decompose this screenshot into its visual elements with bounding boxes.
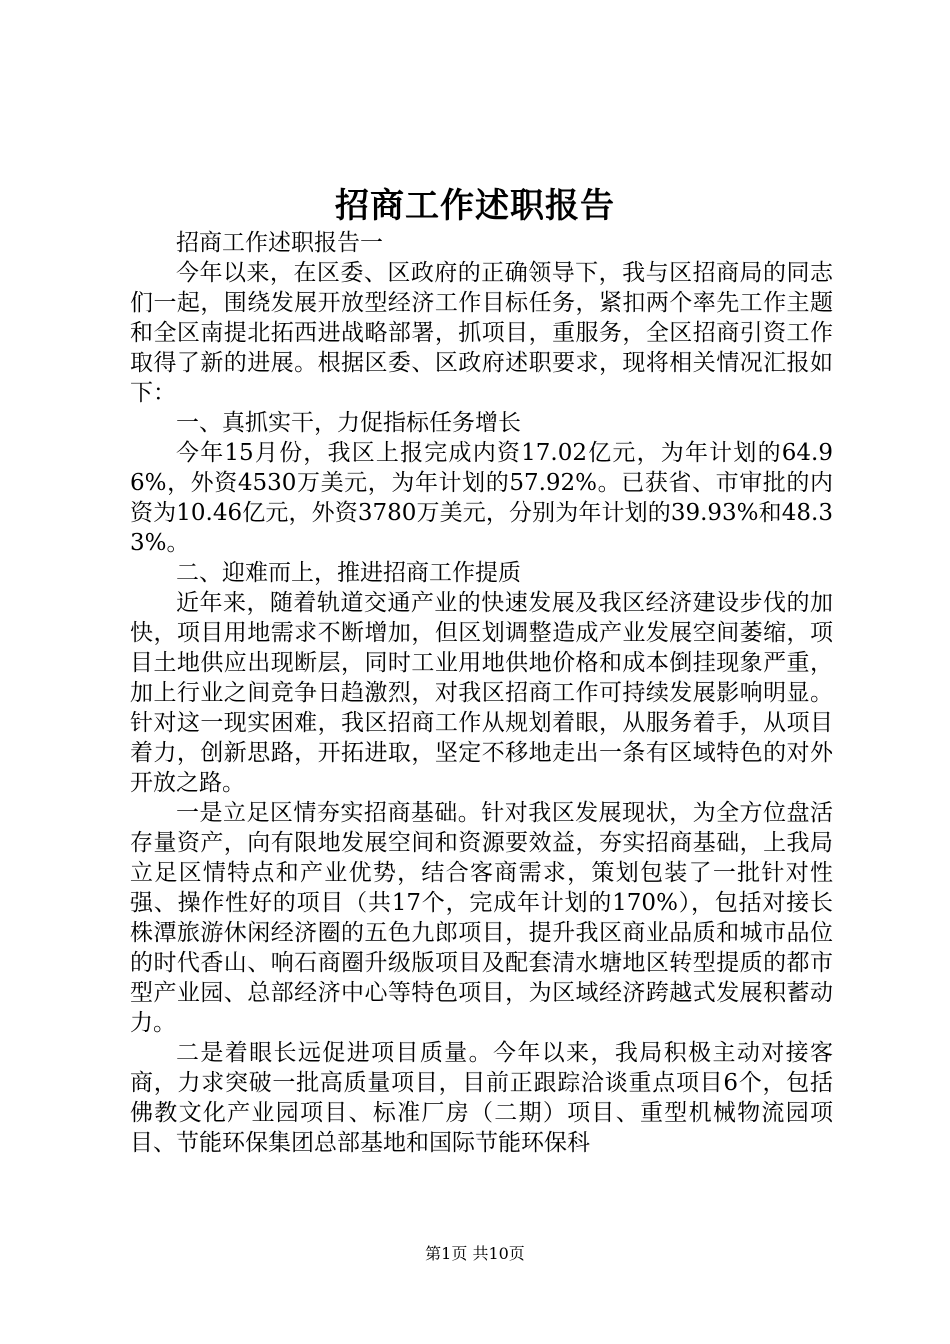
document-title: 招商工作述职报告 — [335, 186, 615, 226]
paragraph-challenges: 近年来，随着轨道交通产业的快速发展及我区经济建设步伐的加快，项目用地需求不断增加，但区划调整造成产业发展空间萎缩，项目土地供应出现断层，同时工业用地供地价格和成本倒挂现象严重，加上行业之间竞争日趋激烈，对我区招商工作可持续发展影响明显。针对这一现实困难，我区招商工作从规划着眼，从服务着手，从项目着力，创新思路，开拓进取，坚定不移地走出一条有区域特色的对外开放之路。 — [130, 590, 833, 796]
page-number-footer: 第1页 共10页 — [425, 1244, 525, 1263]
section-heading-one: 一、真抓实干，力促指标任务增长 — [176, 410, 521, 436]
section-heading-report-one: 招商工作述职报告一 — [176, 230, 383, 256]
paragraph-intro: 今年以来，在区委、区政府的正确领导下，我与区招商局的同志们一起，围绕发展开放型经济工作目标任务，紧扣两个率先工作主题和全区南提北拓西进战略部署，抓项目，重服务，全区招商引资工作取得了新的进展。根据区委、区政府述职要求，现将相关情况汇报如下： — [130, 260, 833, 406]
section-heading-two: 二、迎难而上，推进招商工作提质 — [176, 560, 521, 586]
document-body — [130, 228, 833, 1158]
paragraph-foundation: 一是立足区情夯实招商基础。针对我区发展现状，为全方位盘活存量资产，向有限地发展空间和资源要效益，夯实招商基础，上我局立足区情特点和产业优势，结合客商需求，策划包装了一批针对性强、操作性好的项目（共17个，完成年计划的170%），包括对接长株潭旅游休闲经济圈的五色九郎项目，提升我区商业品质和城市品位的时代香山、响石商圈升级版项目及配套清水塘地区转型提质的都市型产业园、总部经济中心等特色项目，为区域经济跨越式发展积蓄动力。 — [130, 800, 833, 1036]
paragraph-project-quality: 二是着眼长远促进项目质量。今年以来，我局积极主动对接客商，力求突破一批高质量项目，目前正跟踪洽谈重点项目6个，包括佛教文化产业园项目、标准厂房（二期）项目、重型机械物流园项目、节能环保集团总部基地和国际节能环保科 — [130, 1040, 833, 1156]
paragraph-indicators: 今年15月份，我区上报完成内资17.02亿元，为年计划的64.96%，外资4530万美元，为年计划的57.92%。已获省、市审批的内资为10.46亿元，外资3780万美元，分别为年计划的39.93%和48.33%。 — [130, 440, 833, 556]
